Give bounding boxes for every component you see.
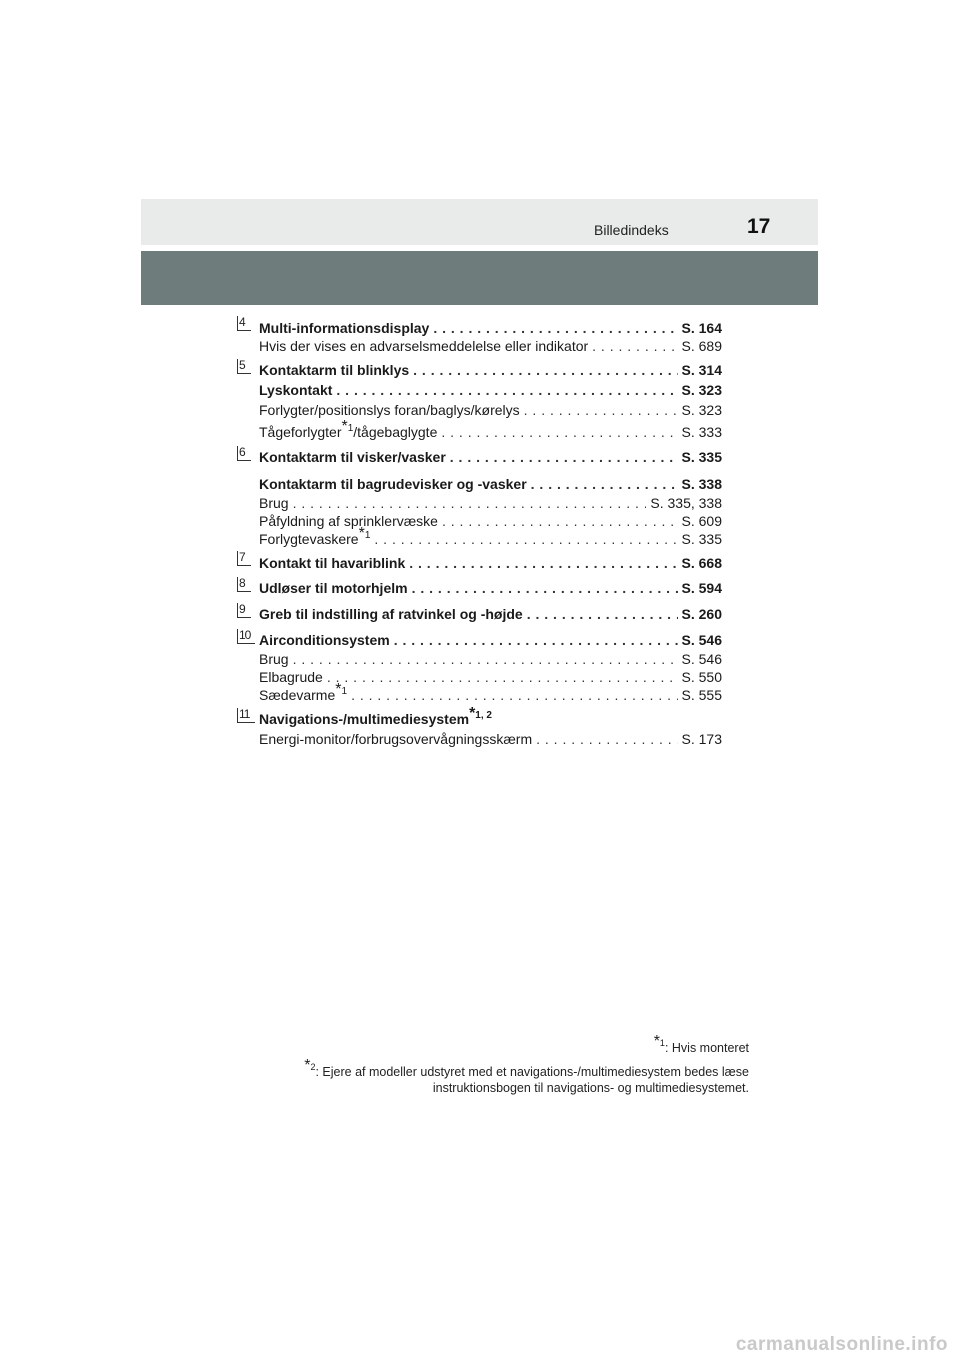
entry-page: S. 164 xyxy=(681,320,722,336)
index-entry[interactable] xyxy=(259,513,722,530)
callout-number: 10 xyxy=(237,629,255,644)
footnote-star: * xyxy=(653,1033,660,1050)
index-entry[interactable] xyxy=(259,320,722,337)
entry-page: S. 609 xyxy=(681,513,722,529)
footnote-star: * xyxy=(335,681,342,698)
index-entry[interactable] xyxy=(259,555,722,572)
index-entry[interactable] xyxy=(259,632,722,649)
entry-label: Forlygtevaskere xyxy=(259,531,359,547)
index-entry[interactable] xyxy=(259,681,722,704)
index-entry[interactable] xyxy=(259,651,722,668)
callout-number: 4 xyxy=(237,316,251,331)
entry-label: Sædevarme xyxy=(259,687,336,703)
entry-page: S. 333 xyxy=(681,424,722,440)
entry-page: S. 314 xyxy=(681,362,722,378)
chapter-band xyxy=(141,251,818,305)
entry-label: Tågeforlygter xyxy=(259,424,342,440)
watermark: carmanualsonline.info xyxy=(735,1334,948,1355)
entry-page: S. 550 xyxy=(681,669,722,685)
entry-label: Hvis der vises en advarselsmeddelelse eller indikator xyxy=(259,338,589,354)
index-entry[interactable] xyxy=(259,449,722,466)
entry-label: Multi-informationsdisplay xyxy=(259,320,430,336)
index-entry[interactable] xyxy=(259,525,722,548)
callout-number: 9 xyxy=(237,603,251,618)
footnote-star: * xyxy=(469,705,476,722)
entry-label: Elbagrude xyxy=(259,669,323,685)
footnote-star: * xyxy=(341,418,348,435)
index-entry[interactable] xyxy=(259,705,722,728)
entry-page: S. 335, 338 xyxy=(650,495,722,511)
footnote-star: * xyxy=(358,525,365,542)
entry-label: Kontaktarm til visker/vasker xyxy=(259,449,446,465)
entry-page: S. 323 xyxy=(681,382,722,398)
footnote-2: $^{*2}$: Ejere af modeller udstyret med et navigations-/multimediesystem bedes læse instruktionsbogen til navigations- og multimediesystemet. xyxy=(304,1057,749,1095)
index-entry[interactable] xyxy=(259,418,722,441)
index-entry[interactable] xyxy=(259,606,722,623)
header-band xyxy=(141,199,818,245)
footnote-star: * xyxy=(304,1057,311,1074)
callout-number: 8 xyxy=(237,577,251,592)
entry-label: Forlygter/positionslys foran/baglys/kørelys xyxy=(259,402,520,418)
footnote-ref: 1 xyxy=(347,423,354,434)
entry-page: S. 546 xyxy=(681,632,722,648)
index-entry[interactable] xyxy=(259,338,722,355)
entry-label: Airconditionsystem xyxy=(259,632,390,648)
footnote-ref: 1 xyxy=(364,530,371,541)
callout-number: 5 xyxy=(237,359,251,374)
entry-page: S. 546 xyxy=(681,651,722,667)
footnote-ref: 1, 2 xyxy=(475,710,492,721)
entry-label: Navigations-/multimediesystem xyxy=(259,711,470,727)
index-entry[interactable] xyxy=(259,580,722,597)
entry-page: S. 668 xyxy=(681,555,722,571)
entry-label: Udløser til motorhjelm xyxy=(259,580,408,596)
entry-page: S. 260 xyxy=(681,606,722,622)
entry-label: Energi-monitor/forbrugsovervågningsskærm xyxy=(259,731,533,747)
entry-label: Kontaktarm til blinklys xyxy=(259,362,410,378)
entry-label-suffix: /tågebaglygte xyxy=(353,424,438,440)
entry-label: Kontakt til havariblink xyxy=(259,555,406,571)
entry-page: S. 173 xyxy=(681,731,722,747)
callout-number: 11 xyxy=(237,708,255,723)
entry-page: S. 338 xyxy=(681,476,722,492)
index-entry[interactable] xyxy=(259,402,722,419)
entry-page: S. 335 xyxy=(681,531,722,547)
entry-label: Påfyldning af sprinklervæske xyxy=(259,513,438,529)
index-entry[interactable] xyxy=(259,495,722,512)
page-number: 17 xyxy=(747,215,771,238)
index-entry[interactable] xyxy=(259,476,722,493)
entry-page: S. 594 xyxy=(681,580,722,596)
section-title: Billedindeks xyxy=(594,222,669,238)
footnote-ref: 1 xyxy=(341,686,348,697)
callout-number: 7 xyxy=(237,551,251,566)
footnote-1: $^{*1}$: Hvis monteret xyxy=(653,1033,749,1055)
entry-label: Kontaktarm til bagrudevisker og -vasker xyxy=(259,476,527,492)
entry-page: S. 555 xyxy=(681,687,722,703)
entry-page: S. 323 xyxy=(681,402,722,418)
index-entry[interactable] xyxy=(259,669,722,686)
entry-page: S. 335 xyxy=(681,449,722,465)
index-entry[interactable] xyxy=(259,731,722,748)
index-entry[interactable] xyxy=(259,362,722,379)
entry-label: Brug xyxy=(259,651,289,667)
index-entry[interactable] xyxy=(259,382,722,399)
entry-label: Greb til indstilling af ratvinkel og -højde xyxy=(259,606,523,622)
entry-page: S. 689 xyxy=(681,338,722,354)
entry-label: Brug xyxy=(259,495,289,511)
entry-label: Lyskontakt xyxy=(259,382,333,398)
callout-number: 6 xyxy=(237,446,251,461)
